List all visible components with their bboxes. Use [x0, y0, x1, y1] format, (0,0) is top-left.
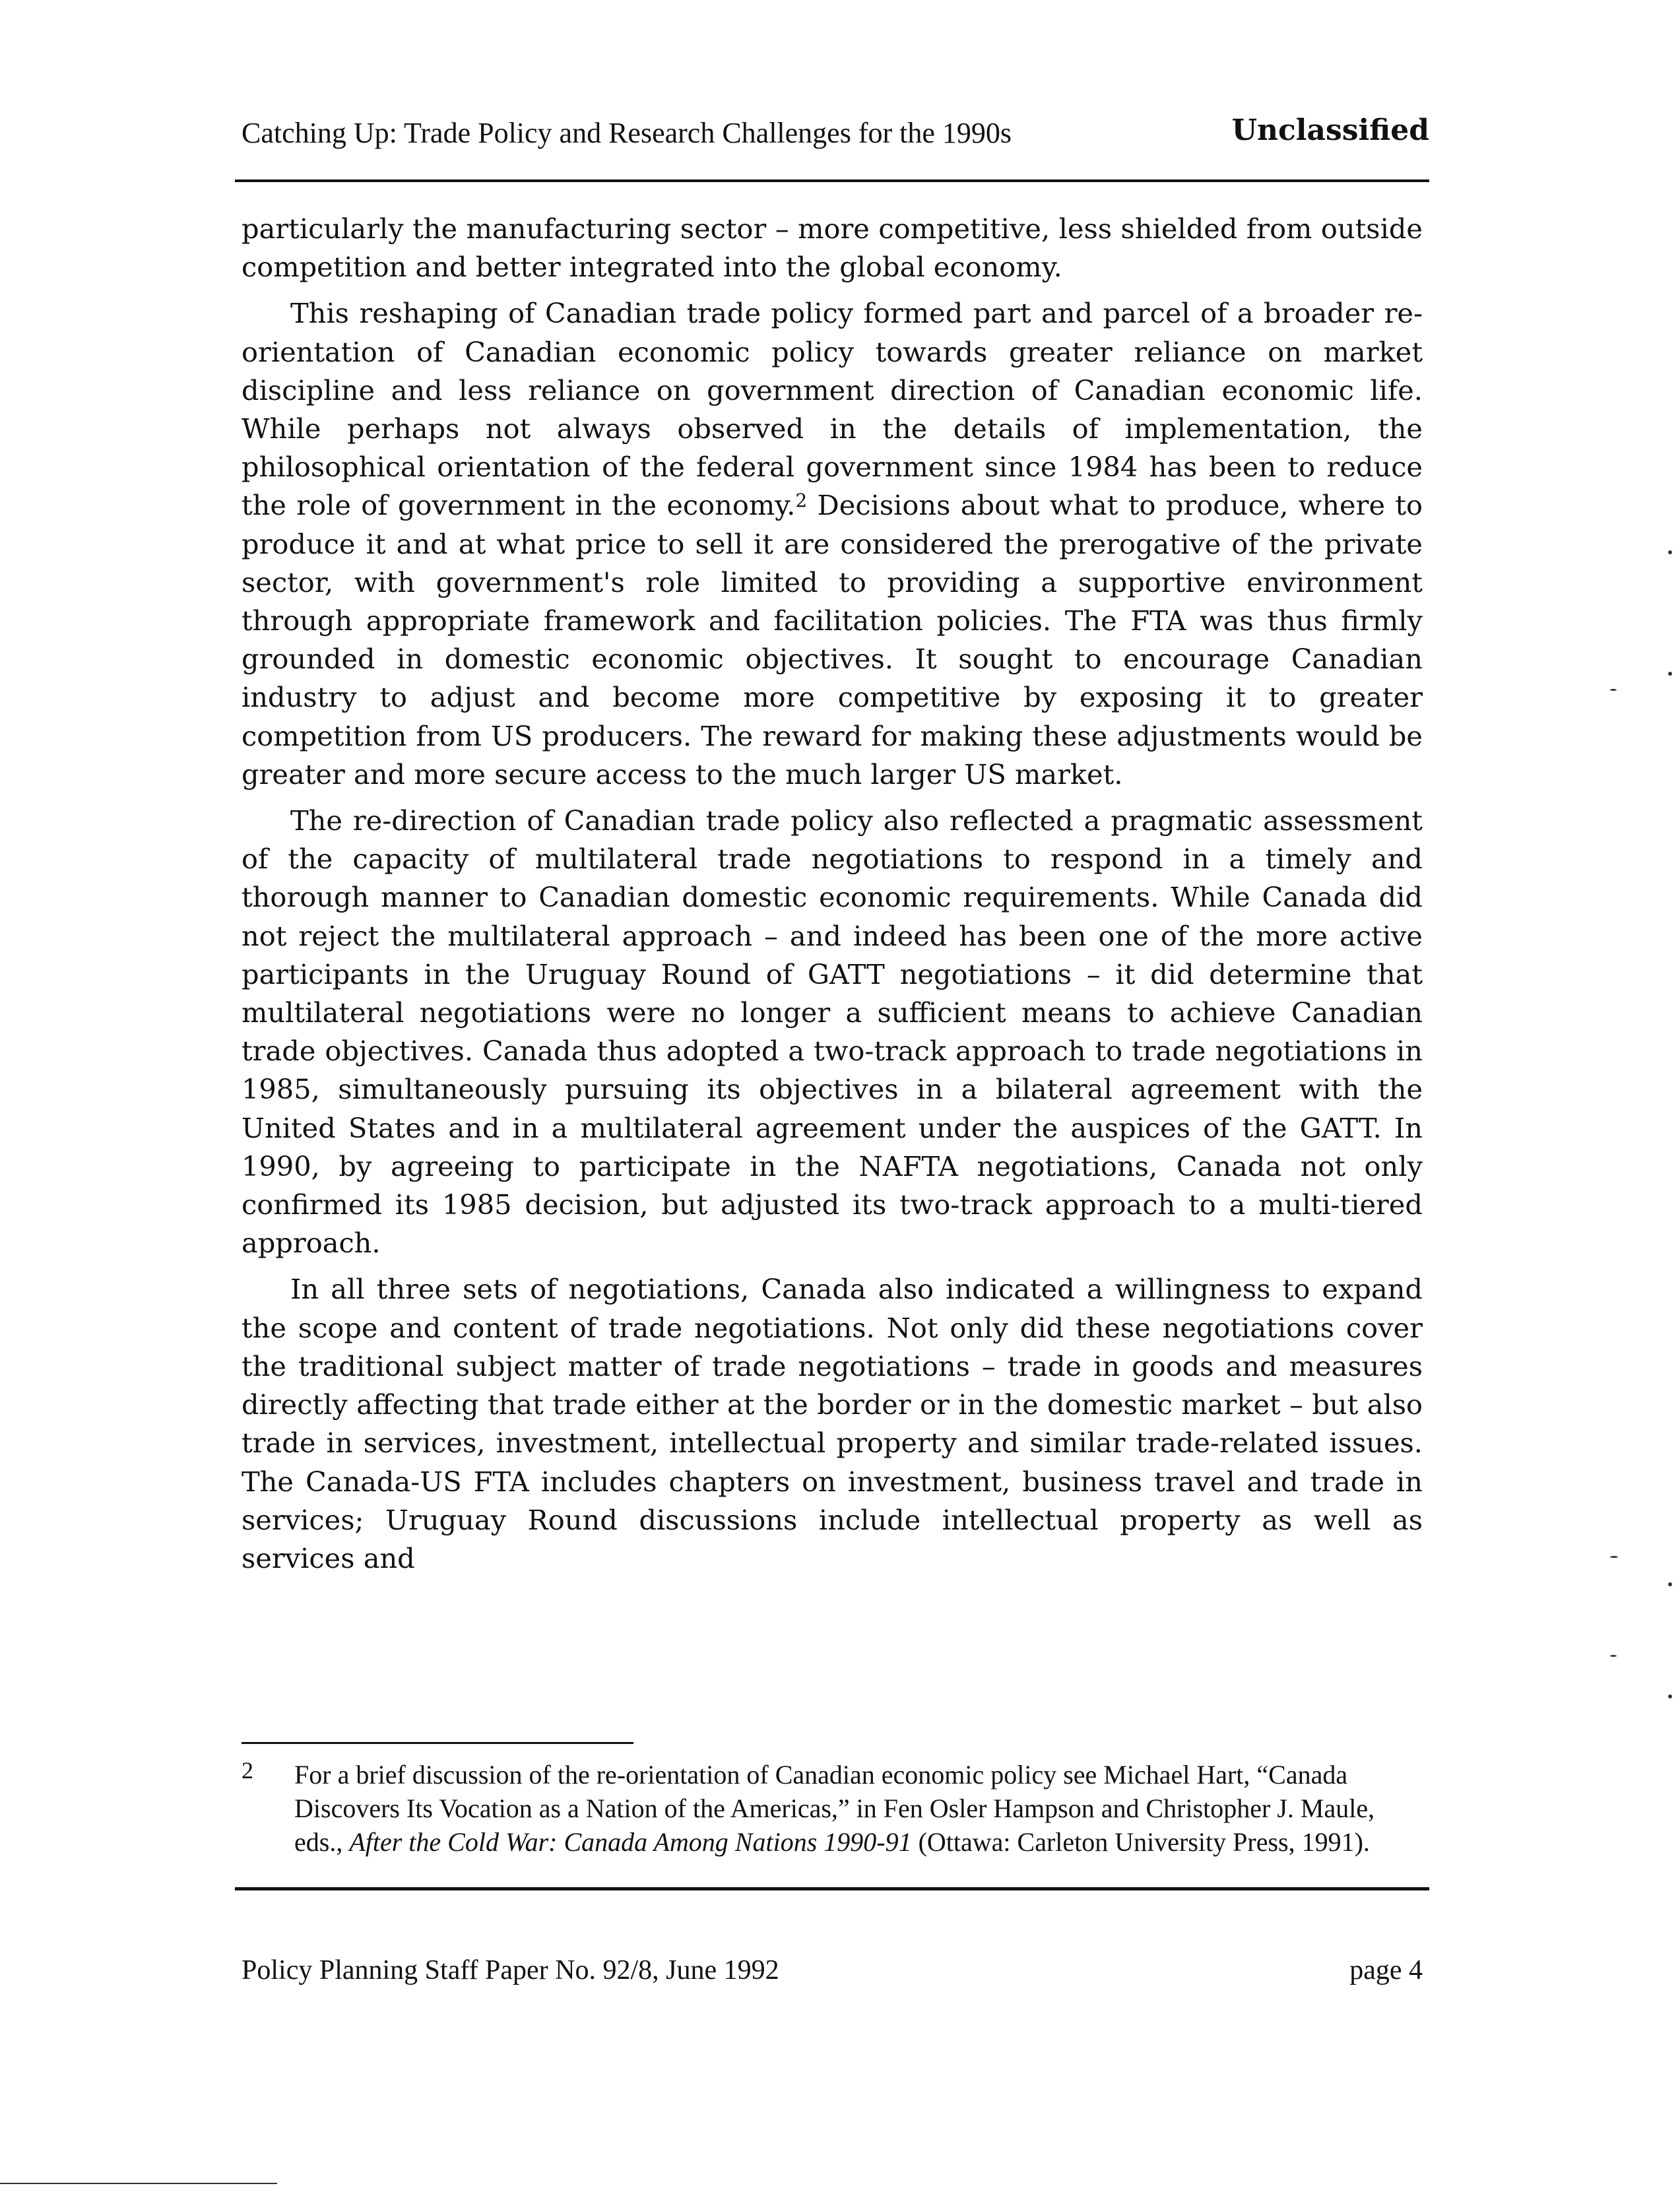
body-text: [242, 210, 1423, 1586]
footnote-text-part-2: (Ottawa: Carleton University Press, 1991).: [911, 1827, 1370, 1857]
paragraph-4: In all three sets of negotiations, Canada also indicated a willingness to expand the scope and content of trade negotiations. Not only did these negotiations cover the traditional subject matter of trade negotiations – trade in goods and measures directly affecting that trade either at the border or in the domestic market – but also trade in services, investment, intellectual property and similar trade-related issues. The Canada-US FTA includes chapters on investment, business travel and trade in services; Uruguay Round discussions include intellectual property as well as services and: [242, 1273, 1423, 1574]
scan-speck: [1610, 1556, 1618, 1558]
scan-speck: [1610, 689, 1617, 691]
page-number: page 4: [1349, 1955, 1423, 1985]
paragraph-2-part-2: Decisions about what to produce, where to produce it and at what price to sell it are considered the prerogative of the private sector, with government's role limited to providing a supportive environment through appropriate framework and facilitation policies. The FTA was thus firmly grounded in domestic economic objectives. It sought to encourage Canadian industry to adjust and become more competitive by exposing it to greater competition from US producers. The reward for making these adjustments would be greater and more secure access to the much larger US market.: [242, 489, 1423, 790]
paragraph-3: The re-direction of Canadian trade policy also reflected a pragmatic assessment of the capacity of multilateral trade negotiations to respond in a timely and thorough manner to Canadian domestic economic requirements. While Canada did not reject the multilateral approach – and indeed has been one of the more active participants in the Uruguay Round of GATT negotiations – it did determine that multilateral negotiations were no longer a sufficient means to achieve Canadian trade objectives. Canada thus adopted a two-track approach to trade negotiations in 1985, simultaneously pursuing its objectives in a bilateral agreement with the United States and in a multilateral agreement under the auspices of the GATT. In 1990, by agreeing to participate in the NAFTA negotiations, Canada not only confirmed its 1985 decision, but adjusted its two-track approach to a multi-tiered approach.: [242, 804, 1423, 1260]
footnote-book-title: After the Cold War: Canada Among Nations 1990-91: [349, 1827, 912, 1857]
scan-speck: [1668, 672, 1672, 676]
footnote-text-part-1: For a brief discussion of the re-orientation of Canadian economic policy see Michael Hart, “Canada Discovers Its Vocation as a Nation of the Americas,” in Fen Osler Hampson and Christopher J. Maule, eds.,: [294, 1760, 1375, 1857]
footer-paper-info: Policy Planning Staff Paper No. 92/8, June 1992: [242, 1955, 779, 1985]
page-header: [242, 113, 1429, 162]
footnote-rule: [242, 1742, 633, 1744]
scan-speck: [1610, 1655, 1617, 1657]
paragraph-1: particularly the manufacturing sector – more competitive, less shielded from outside competition and better integrated into the global economy.: [242, 212, 1423, 284]
header-rule: [235, 179, 1429, 182]
scan-speck: [1668, 1582, 1672, 1586]
scan-speck: [0, 2183, 277, 2184]
paragraph-2: [242, 294, 1423, 794]
footer-rule: [235, 1887, 1429, 1890]
scan-speck: [1668, 550, 1672, 554]
footnote-number: 2: [242, 1757, 253, 1784]
classification-label: Unclassified: [1231, 113, 1429, 147]
paragraph-2-part-1: This reshaping of Canadian trade policy formed part and parcel of a broader re-orientation of Canadian economic policy towards greater reliance on market discipline and less reliance on government direction of Canadian economic life. While perhaps not always observed in the details of implementation, the philosophical orientation of the federal government since 1984 has been to reduce the role of government in the economy.: [242, 297, 1423, 522]
header-title: Catching Up: Trade Policy and Research Challenges for the 1990s: [242, 117, 1012, 149]
scan-speck: [1668, 1694, 1672, 1698]
footnote-reference: 2: [795, 490, 808, 512]
footnote-text: [294, 1758, 1423, 1859]
footnote: [242, 1758, 1423, 1859]
